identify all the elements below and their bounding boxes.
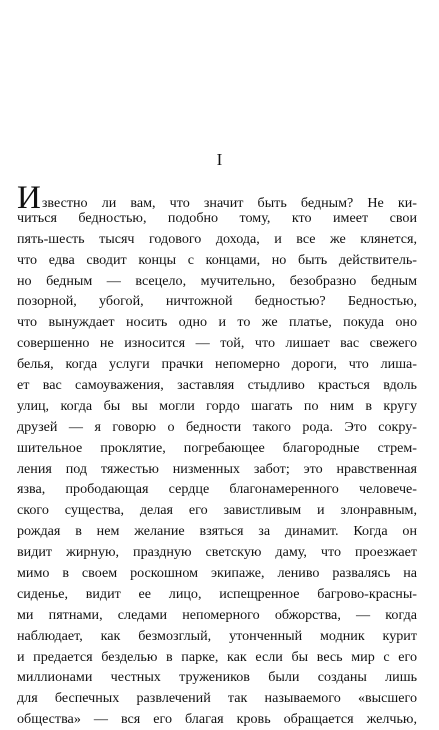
text-line: наблюдает, как безмозглый, утонченный модник курит: [17, 627, 417, 644]
text-line: для беспечных развлечений так называемого «высшего: [17, 690, 417, 707]
first-line-text: звестно ли вам, что значит быть бедным? Не ки-: [41, 195, 417, 211]
text-line: и предается безделью в парке, как если бы весь мир с его: [17, 648, 417, 665]
text-line: ления под тяжестью низменных забот; это нравственная: [17, 460, 417, 477]
text-line: читься бедностью, подобно тому, кто имеет свои: [17, 209, 417, 226]
text-line: пять-шесть тысяч годового дохода, и все же клянется,: [17, 230, 417, 247]
text-line: рождая в нем желание взяться за динамит. Когда он: [17, 523, 417, 540]
paragraph-first-line: [17, 180, 417, 216]
drop-cap: И: [17, 180, 41, 216]
chapter-number: I: [216, 150, 223, 169]
text-line: позорной, убогой, ничтожной бедностью? Бедностью,: [17, 293, 417, 310]
text-line: ского существа, делая его завистливым и злонравным,: [17, 502, 417, 519]
text-line: шительное проклятие, погребающее благородные стрем-: [17, 439, 417, 456]
text-line: ет вас самоуважения, заставляя стыдливо красться вдоль: [17, 377, 417, 394]
text-line: общества» — вся его благая кровь обращается желчью,: [17, 711, 417, 728]
text-line: белья, когда услуги прачки непомерно дороги, что лиша-: [17, 356, 417, 373]
text-line: сиденье, видит ее лицо, испещренное багрово-красны-: [17, 585, 417, 602]
text-line: друзей — я говорю о бедности такого рода. Это сокру-: [17, 418, 417, 435]
text-line: ми пятнами, следами непомерного обжорства, — когда: [17, 606, 417, 623]
body-paragraph: [17, 180, 417, 730]
text-line: язва, прободающая сердце благонамеренного человече-: [17, 481, 417, 498]
text-line: что вынуждает носить одно и то же платье, покуда оно: [17, 314, 417, 331]
text-line: видит жирную, праздную светскую даму, что проезжает: [17, 544, 417, 561]
text-line: улиц, когда бы вы могли гордо шагать по ним в кругу: [17, 397, 417, 414]
text-line: но бедным — всецело, мучительно, безобразно бедным: [17, 272, 417, 289]
text-line: совершенно не износится — той, что лишает вас свежего: [17, 335, 417, 352]
text-line: что едва сводит концы с концами, но быть действитель-: [17, 251, 417, 268]
text-line: мимо в своем роскошном экипаже, лениво развалясь на: [17, 565, 417, 582]
text-line: миллионами честных тружеников были созданы лишь: [17, 669, 417, 686]
